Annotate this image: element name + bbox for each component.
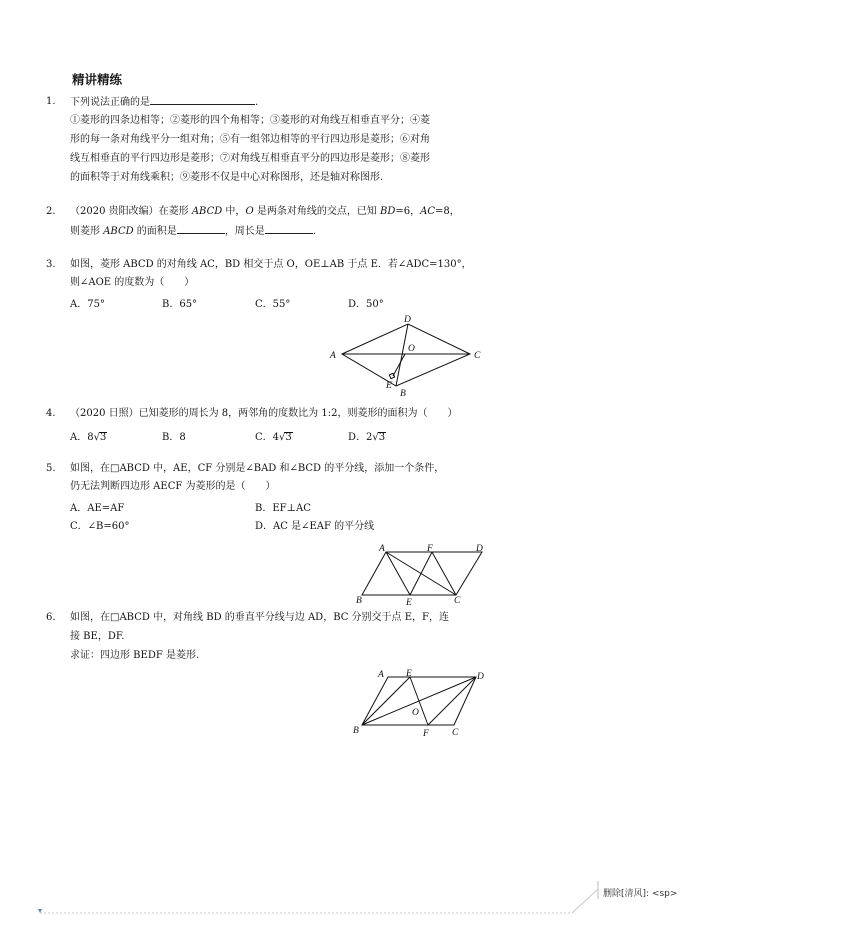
label-c: C (474, 351, 481, 361)
section-title: 精讲精练 (72, 72, 123, 87)
perimeter-blank[interactable] (265, 224, 313, 234)
option-a[interactable]: A．8√3 (70, 432, 107, 443)
option-c[interactable]: C．55° (255, 299, 291, 310)
question-stem-line2: 则菱形 ABCD 的面积是 ，周长是 . (70, 226, 316, 237)
question-number: 4. (46, 408, 56, 419)
option-a[interactable]: A．75° (70, 299, 105, 310)
option-a[interactable]: A．AE=AF (70, 503, 125, 514)
question-stem: （2020 贵阳改编）在菱形 ABCD 中，O 是两条对角线的交点，已知 BD=6，AC=8， (70, 206, 460, 217)
label-d: D (476, 544, 483, 554)
label-c: C (452, 728, 459, 738)
label-d: D (404, 315, 411, 325)
label-a: A (378, 670, 384, 680)
proof-statement: 求证：四边形 BEDF 是菱形. (70, 650, 200, 661)
parallelogram-figure-q5 (350, 540, 495, 608)
label-e: E (406, 598, 412, 608)
label-a: A (330, 351, 336, 361)
option-b[interactable]: B．EF⊥AC (255, 503, 311, 514)
statement-line: 形的每一条对角线平分一组对角；⑤有一组邻边相等的平行四边形是菱形；⑥对角 (70, 134, 430, 145)
question-stem-line2: 则∠AOE 的度数为（ ） (70, 277, 195, 288)
question-stem-line2: 仍无法判断四边形 AECF 为菱形的是（ ） (70, 481, 276, 492)
review-comment[interactable]: 删除[清风]: <sp> (603, 889, 678, 899)
question-number: 1. (46, 96, 56, 107)
statement-line: ①菱形的四条边相等；②菱形的四个角相等；③菱形的对角线互相垂直平分；④菱 (70, 115, 430, 126)
question-stem-line2: 接 BE，DF. (70, 631, 125, 642)
question-number: 2. (46, 206, 56, 217)
comment-connector (0, 875, 860, 931)
parallelogram-figure-q6 (348, 665, 493, 740)
label-o: O (412, 708, 419, 718)
label-b: B (356, 596, 362, 606)
question-number: 5. (46, 463, 56, 474)
rhombus-figure (328, 312, 488, 400)
label-b: B (400, 389, 406, 399)
option-d[interactable]: D．AC 是∠EAF 的平分线 (255, 521, 375, 532)
question-stem: （2020 日照）已知菱形的周长为 8，两邻角的度数比为 1:2，则菱形的面积为（ ） (70, 408, 458, 419)
option-c[interactable]: C．∠B=60° (70, 521, 130, 532)
option-d[interactable]: D．2√3 (348, 432, 386, 443)
question-stem: 下列说法正确的是 . (70, 97, 259, 108)
label-a: A (379, 544, 385, 554)
label-f: F (423, 729, 429, 739)
option-b[interactable]: B．65° (162, 299, 198, 310)
label-d: D (477, 672, 484, 682)
question-number: 3. (46, 259, 56, 270)
question-stem: 如图，在□ABCD 中，AE，CF 分别是∠BAD 和∠BCD 的平分线，添加一个条件， (70, 463, 445, 474)
label-e: E (406, 669, 412, 679)
option-b[interactable]: B．8 (162, 432, 186, 443)
statement-line: 线互相垂直的平行四边形是菱形；⑦对角线互相垂直平分的四边形是菱形；⑧菱形 (70, 153, 430, 164)
area-blank[interactable] (177, 224, 225, 234)
label-o: O (408, 344, 415, 354)
label-b: B (353, 726, 359, 736)
label-f: F (427, 544, 433, 554)
statement-line: 的面积等于对角线乘积；⑨菱形不仅是中心对称图形，还是轴对称图形. (70, 172, 384, 183)
question-number: 6. (46, 612, 56, 623)
question-stem: 如图，在□ABCD 中，对角线 BD 的垂直平分线与边 AD，BC 分别交于点 E，F，连 (70, 612, 449, 623)
question-stem: 如图，菱形 ABCD 的对角线 AC，BD 相交于点 O，OE⊥AB 于点 E．若∠ADC=130°， (70, 259, 472, 270)
option-c[interactable]: C．4√3 (255, 432, 292, 443)
option-d[interactable]: D．50° (348, 299, 384, 310)
label-c: C (454, 596, 461, 606)
answer-blank[interactable] (150, 95, 255, 105)
label-e: E (386, 381, 392, 391)
